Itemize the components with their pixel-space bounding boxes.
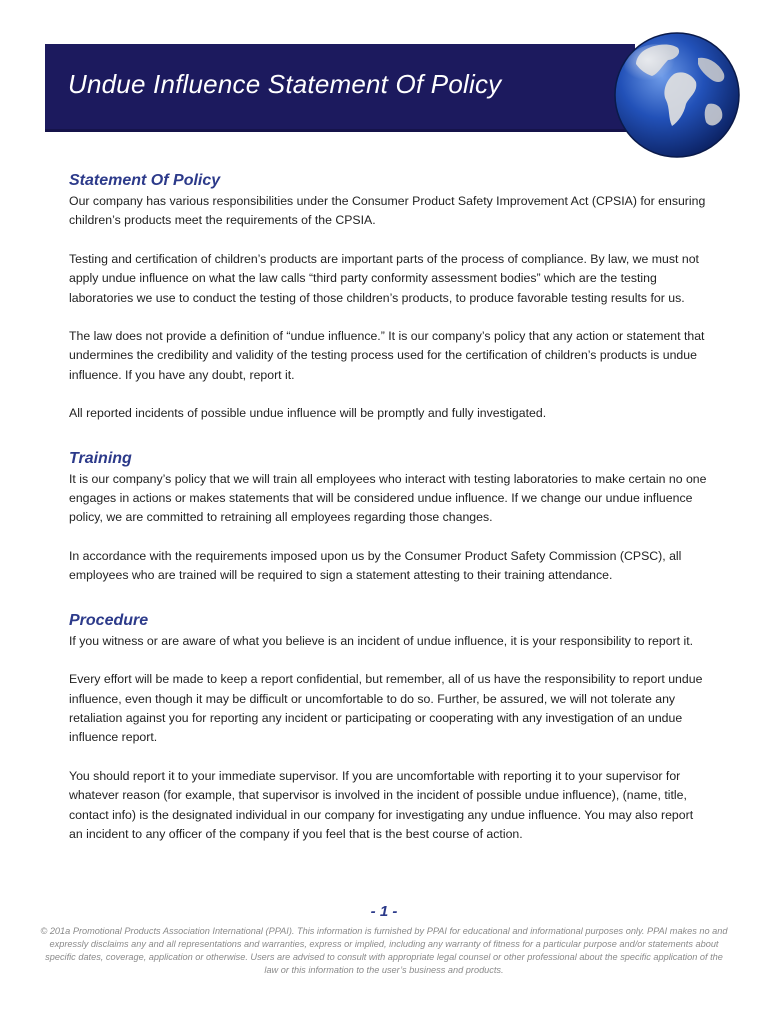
section-statement-of-policy — [69, 170, 709, 424]
paragraph: It is our company’s policy that we will train all employees who interact with testing laboratories to make certain no one engages in actions or makes statements that will be considered undue influence. If we change our undue influence policy, we are committed to retraining all employees regarding those changes. — [69, 471, 707, 525]
paragraph: Our company has various responsibilities under the Consumer Product Safety Improvement Act (CPSIA) for ensuring children’s products meet the requirements of the CPSIA. — [69, 194, 706, 228]
paragraph: In accordance with the requirements imposed upon us by the Consumer Product Safety Commission (CPSC), all employees who are trained will be required to sign a statement attesting to their training attendance. — [69, 548, 682, 583]
section-heading: Procedure — [69, 611, 149, 629]
paragraph: Testing and certification of children’s products are important parts of the process of compliance. By law, we must not apply undue influence on what the law calls “third party conformity assessment bodies” which are the testing laboratories we use to conduct the testing of those children’s products, to produce favorable testing results for us. — [69, 251, 699, 305]
paragraph: If you witness or are aware of what you believe is an incident of undue influence, it is your responsibility to report it. — [69, 633, 694, 648]
globe-icon — [612, 30, 742, 160]
section-procedure — [69, 610, 709, 845]
section-training — [69, 448, 709, 586]
paragraph: You should report it to your immediate supervisor. If you are uncomfortable with reporting it to your supervisor for whatever reason (for example, that supervisor is involved in the incident of possible undue influence), (name, title, contact info) is the designated individual in our company for investigating any undue influence. You may also report an incident to any officer of the company if you feel that is the best course of action. — [69, 768, 694, 841]
paragraph: Every effort will be made to keep a report confidential, but remember, all of us have the responsibility to report undue influence, even though it may be difficult or uncomfortable to do so. Further, be assured, we will not tolerate any retaliation against you for reporting any incident or participating or cooperating with any investigation of an undue influence report. — [69, 672, 703, 745]
paragraph: All reported incidents of possible undue influence will be promptly and fully investigated. — [69, 406, 547, 421]
page-title: Undue Influence Statement Of Policy — [68, 69, 502, 99]
section-heading: Statement Of Policy — [69, 172, 221, 189]
copyright-footer: © 201a Promotional Products Association International (PPAI). This information is furnished by PPAI for educational and informational purposes only. PPAI makes no and expressly disclaims any and all representations and warranties, express or implied, including any warranty of fitness for a particular purpose and/or statements about specific dates, coverage, application or otherwise. Users are advised to consult with appropriate legal counsel or other professional about the specific application of the law or this information to the user’s business and products. — [40, 926, 728, 975]
paragraph: The law does not provide a definition of “undue influence.” It is our company’s policy that any action or statement that undermines the credibility and validity of the testing process used for the certification of children’s products is undue influence. If you have any doubt, report it. — [69, 329, 705, 382]
section-heading: Training — [69, 449, 132, 467]
policy-content — [69, 170, 709, 868]
page-number: - 1 - — [370, 903, 398, 920]
